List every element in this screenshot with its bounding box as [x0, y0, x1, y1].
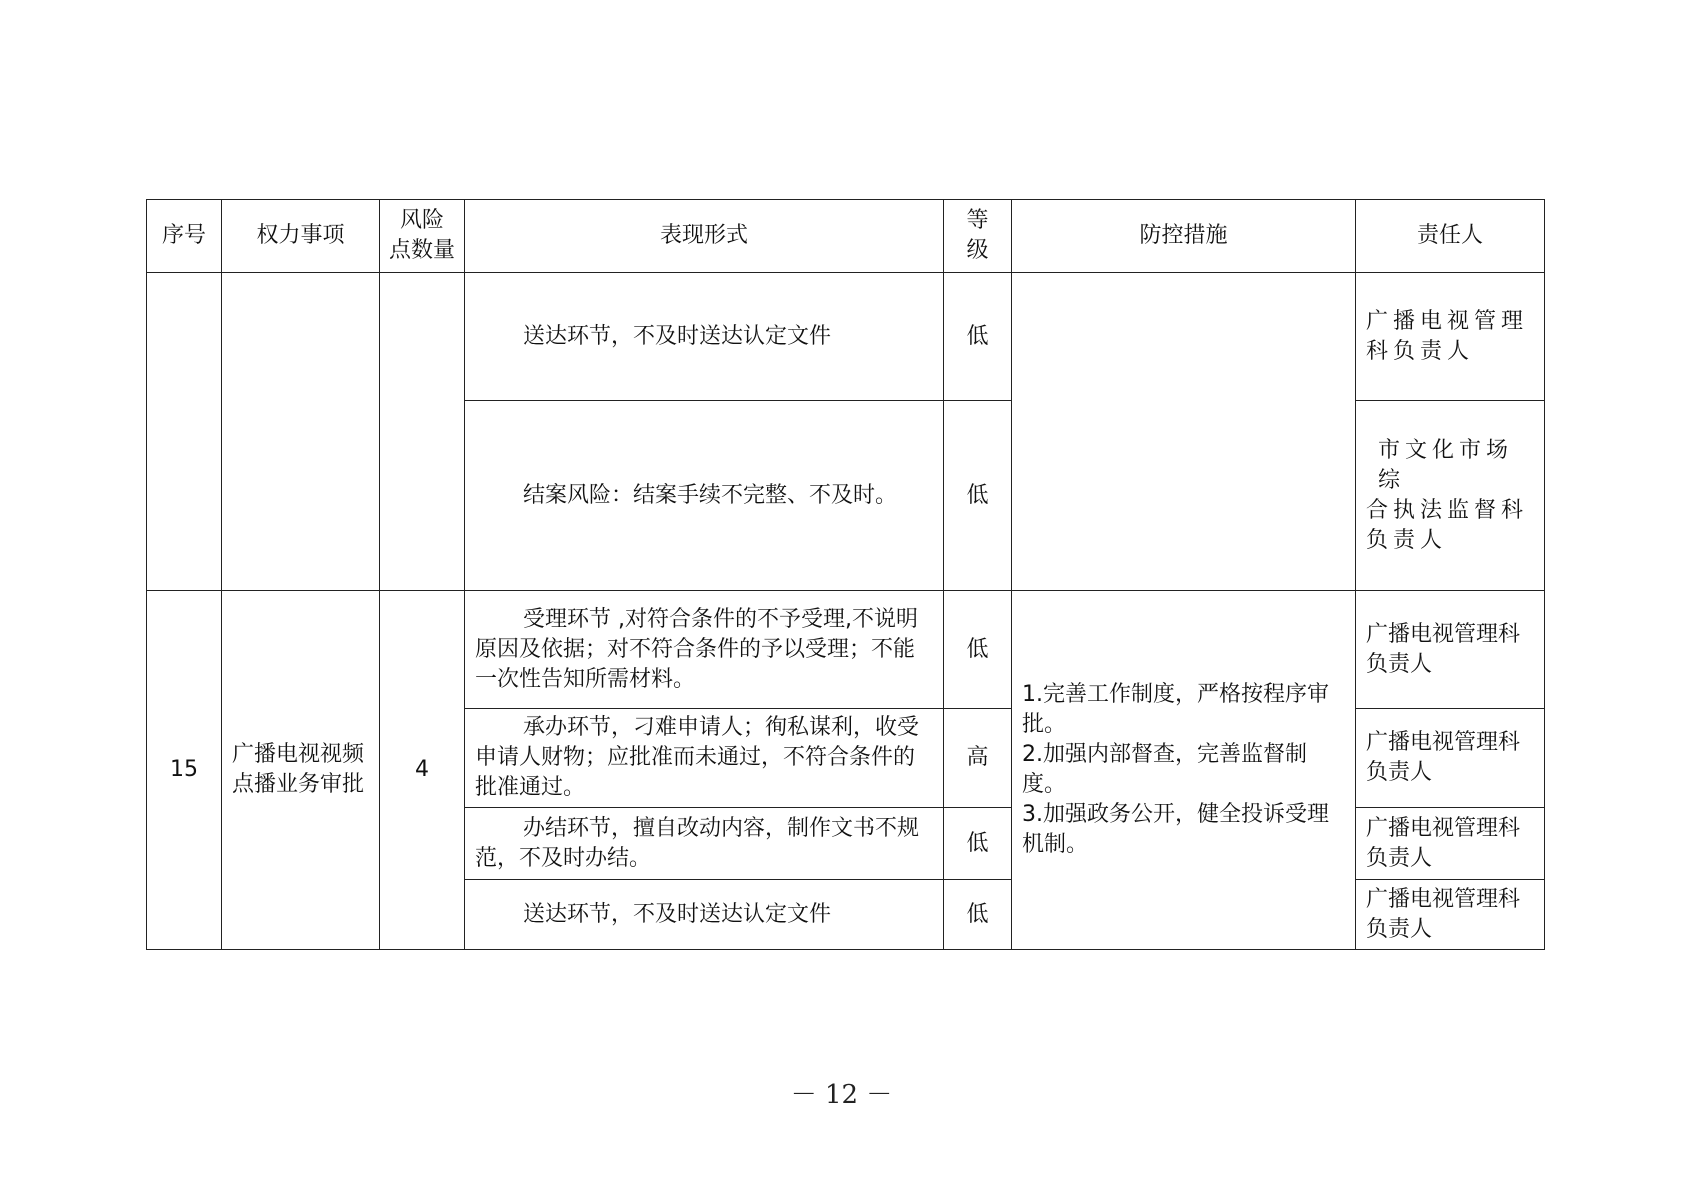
responsible-cell: 广播电视管理科负责人 [1356, 808, 1545, 880]
description-text: 送达环节，不及时送达认定文件 [523, 901, 832, 927]
item-measures-cell [1012, 591, 1356, 950]
item-matter-cell: 广播电视视频点播业务审批 [222, 591, 380, 950]
description-text: 送达环节，不及时送达认定文件 [523, 323, 832, 349]
header-responsible: 责任人 [1356, 200, 1545, 273]
description-text: 结案风险：结案手续不完整、不及时。 [523, 482, 898, 508]
responsible-cell: 广播电视管理科负责人 [1356, 880, 1545, 950]
responsible-cell [1356, 273, 1545, 401]
item-number-cell: 15 [147, 591, 222, 950]
responsible-cell [1356, 401, 1545, 591]
table-row [147, 591, 1545, 709]
level-cell: 高 [944, 709, 1012, 808]
header-matter: 权力事项 [222, 200, 380, 273]
description-cell [465, 709, 944, 808]
header-risk-count [380, 200, 465, 273]
level-cell: 低 [944, 273, 1012, 401]
description-cell [465, 880, 944, 950]
header-level-line2: 级 [966, 238, 989, 263]
description-cell [465, 273, 944, 401]
level-cell: 低 [944, 808, 1012, 880]
description-text: 承办环节，刁难申请人；徇私谋利，收受申请人财物；应批准而未通过，不符合条件的批准通过。 [475, 715, 920, 800]
responsible-line: 广播电视管理 [1366, 308, 1529, 334]
risk-control-table [146, 199, 1545, 950]
description-text: 办结环节，擅自改动内容，制作文书不规范，不及时办结。 [475, 815, 920, 871]
header-number: 序号 [147, 200, 222, 273]
level-cell: 低 [944, 591, 1012, 709]
level-cell: 低 [944, 880, 1012, 950]
continued-measures-cell [1012, 273, 1356, 591]
responsible-line: 市文化市场综 [1378, 437, 1514, 493]
level-cell: 低 [944, 401, 1012, 591]
description-cell [465, 401, 944, 591]
table-header-row [147, 200, 1545, 273]
header-description: 表现形式 [465, 200, 944, 273]
page-number: － 12 － [790, 1080, 893, 1110]
table-row [147, 273, 1545, 401]
header-measures: 防控措施 [1012, 200, 1356, 273]
header-risk-count-line1: 风险 [399, 208, 444, 233]
responsible-cell: 广播电视管理科负责人 [1356, 591, 1545, 709]
responsible-line: 科负责人 [1366, 338, 1475, 364]
header-level-line1: 等 [966, 208, 989, 233]
responsible-cell: 广播电视管理科负责人 [1356, 709, 1545, 808]
item-risk-count-cell: 4 [380, 591, 465, 950]
header-risk-count-line2: 点数量 [388, 238, 455, 263]
description-text: 受理环节 ,对符合条件的不予受理,不说明原因及依据；对不符合条件的予以受理；不能一次性告知所需材料。 [475, 606, 918, 692]
header-level [944, 200, 1012, 273]
continued-risk-count-cell [380, 273, 465, 591]
responsible-line: 合执法监督科 [1366, 497, 1529, 523]
description-cell [465, 591, 944, 709]
continued-matter-cell [222, 273, 380, 591]
responsible-line: 负责人 [1366, 527, 1448, 553]
measures-text: 1.完善工作制度，严格按程序审批。 2.加强内部督查，完善监督制度。 3.加强政务公开，健全投诉受理机制。 [1022, 682, 1329, 857]
continued-number-cell [147, 273, 222, 591]
description-cell [465, 808, 944, 880]
